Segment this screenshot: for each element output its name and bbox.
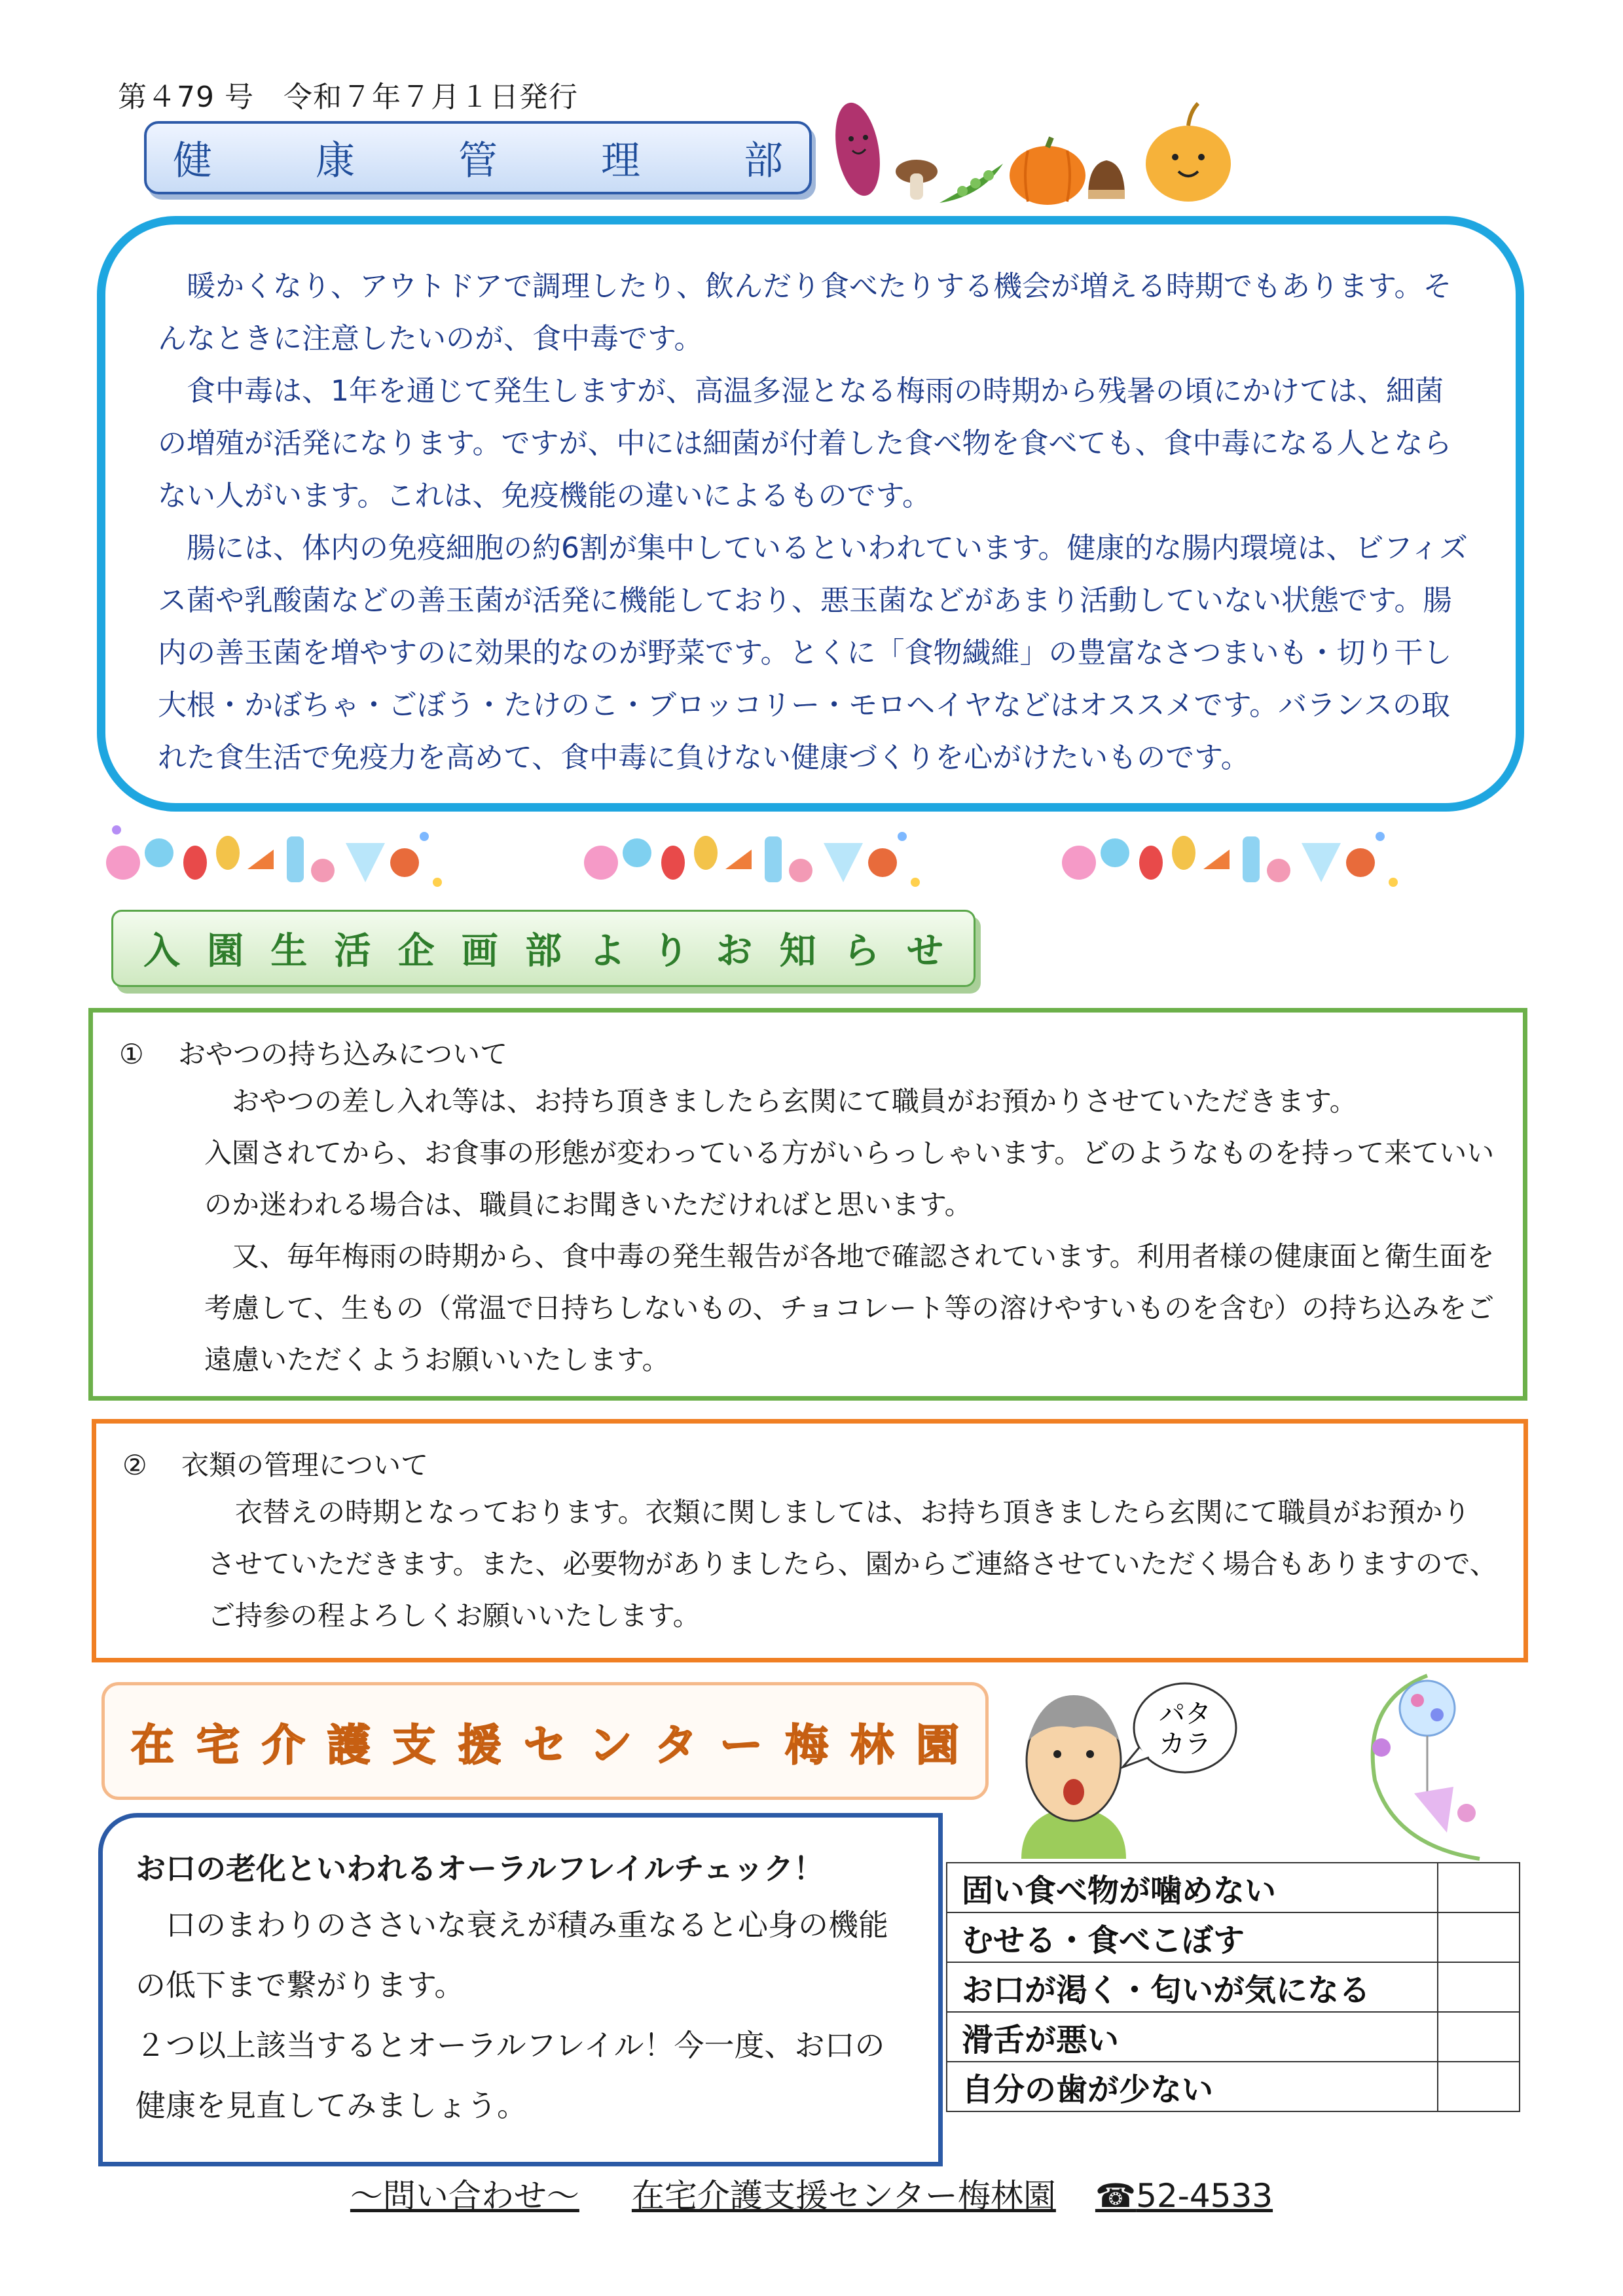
pumpkin-icon <box>1010 137 1085 205</box>
header-char: 知 <box>779 930 816 973</box>
header-char: 宅 <box>196 1719 240 1770</box>
header-char: 健 <box>173 138 212 184</box>
oral-frail-text: ２つ以上該当するとオーラルフレイル！今一度、お口の健康を見直してみましょう。 <box>136 2028 885 2123</box>
header-char: よ <box>589 930 626 973</box>
checkbox-cell[interactable] <box>1438 1912 1520 1962</box>
goldfish-icon <box>247 850 274 869</box>
header-char: 理 <box>601 138 640 184</box>
notice-line: 又、毎年梅雨の時期から、食中毒の発生報告が各地で確認されています。利用者様の健康面と衛生面を考慮して、生もの（常温で日持ちしないもの、チョコレート等の溶けやすいものを含む）の持ち込みをご遠慮いただくようお願いいたします。 <box>204 1240 1495 1376</box>
checkbox-cell[interactable] <box>1438 1962 1520 2012</box>
header-char: セ <box>523 1719 567 1770</box>
header-char: タ <box>654 1719 698 1770</box>
checklist-item: 自分の歯が少ない <box>947 2062 1438 2111</box>
yoyo-balloon-icon <box>145 838 173 867</box>
oral-frail-title: お口の老化といわれるオーラルフレイルチェック！ <box>136 1851 824 1886</box>
checklist-item: 固い食べ物が噛めない <box>947 1863 1438 1912</box>
article-paragraph: 暖かくなり、アウトドアで調理したり、飲んだり食べたりする機会が増える時期でもあります。そんなときに注意したいのが、食中毒です。 <box>158 270 1452 355</box>
header-char: ン <box>589 1719 632 1770</box>
phone-icon: ☎ <box>1095 2177 1137 2215</box>
header-char: 管 <box>458 138 498 184</box>
speech-text: カラ <box>1159 1729 1211 1759</box>
notice-line: 入園されてから、お食事の形態が変わっている方がいらっしゃいます。どのようなものを持って来ていいのか迷われる場合は、職員にお聞きいただければと思います。 <box>204 1137 1495 1221</box>
header-char: 画 <box>461 930 498 973</box>
header-char: せ <box>906 930 943 973</box>
chestnut-icon <box>1088 160 1125 199</box>
checklist-item: お口が渇く・匂いが気になる <box>947 1962 1438 2012</box>
header-char: 生 <box>270 930 308 973</box>
ramune-bottle-icon <box>287 836 304 882</box>
lantern-icon <box>183 846 207 880</box>
lantern-icon <box>216 836 240 870</box>
snacks-notice-box <box>88 1008 1527 1401</box>
chime-paper-icon <box>1414 1787 1453 1833</box>
chime-bell-icon <box>1400 1681 1455 1736</box>
header-char: 部 <box>744 138 783 184</box>
vegetables-illustration <box>831 98 1250 209</box>
section-number: ① <box>119 1038 144 1070</box>
wind-chime-illustration <box>1349 1662 1506 1872</box>
section-title <box>122 1444 1497 1486</box>
speech-text: パタ <box>1159 1699 1211 1729</box>
water-balloon-icon <box>311 859 335 882</box>
man-icon <box>1021 1695 1126 1859</box>
health-article-box <box>97 216 1524 812</box>
man-speaking-illustration <box>1002 1676 1244 1859</box>
article-paragraph: 食中毒は、1年を通じて発生しますが、高温多湿となる梅雨の時期から残暑の頃にかけては、細菌の増殖が活発になります。ですが、中には細菌が付着した食べ物を食べても、食中毒になる人とならない人がいます。これは、免疫機能の違いによるものです。 <box>158 374 1452 512</box>
onion-icon <box>1146 103 1231 202</box>
contact-line <box>0 2173 1623 2219</box>
planning-section-header <box>111 910 976 987</box>
header-char: ら <box>843 930 880 973</box>
article-paragraph: 腸には、体内の免疫細胞の約6割が集中しているといわれています。健康的な腸内環境は、ビフィズス菌や乳酸菌などの善玉菌が活発に機能しており、悪玉菌などがあまり活動していない状態です。腸内の善玉菌を増やすのに効果的なのが野菜です。とくに「食物繊維」の豊富なさつまいも・切り干し大根・かぼちゃ・ごぼう・たけのこ・ブロッコリー・モロヘイヤなどはオススメです。バランスの取れた食生活で免疫力を高めて、食中毒に負けない健康づくりを心がけたいものです。 <box>158 531 1468 774</box>
header-char: り <box>652 930 689 973</box>
contact-label: ～問い合わせ～ <box>350 2177 579 2215</box>
checklist-row <box>947 2062 1520 2111</box>
header-char: 支 <box>392 1719 436 1770</box>
candy-apple-icon <box>390 848 419 877</box>
header-char: 援 <box>458 1719 501 1770</box>
header-char: 園 <box>207 930 244 973</box>
header-char: 活 <box>334 930 371 973</box>
header-char: 康 <box>316 138 355 184</box>
speech-bubble-icon <box>1123 1683 1236 1772</box>
header-char: お <box>716 930 753 973</box>
notice-line: 衣替えの時期となっております。衣類に関しましては、お持ち頂きましたら玄関にて職員がお預かりさせていただきます。また、必要物がありましたら、園からご連絡させていただく場合もありますので、ご持参の程よろしくお願いいたします。 <box>208 1496 1497 1632</box>
clothing-notice-box <box>92 1419 1528 1662</box>
header-char: 梅 <box>785 1719 829 1770</box>
checkbox-cell[interactable] <box>1438 1863 1520 1912</box>
header-char: 入 <box>143 930 180 973</box>
section-title <box>119 1033 1497 1075</box>
section-title-text: おやつの持ち込みについて <box>178 1038 508 1070</box>
section-number: ② <box>122 1449 147 1481</box>
sweet-potato-icon <box>831 99 886 200</box>
mushroom-icon <box>896 160 938 200</box>
checklist-item: 滑舌が悪い <box>947 2012 1438 2062</box>
contact-phone[interactable]: 52-4533 <box>1136 2177 1273 2215</box>
shaved-ice-icon <box>346 843 385 882</box>
oral-frail-box <box>98 1813 943 2166</box>
notice-line: おやつの差し入れ等は、お持ち頂きましたら玄関にて職員がお預かりさせていただきます。 <box>232 1085 1357 1117</box>
health-section-header <box>144 121 812 194</box>
header-char: 企 <box>397 930 435 973</box>
checklist-row <box>947 2012 1520 2062</box>
contact-name: 在宅介護支援センター梅林園 <box>631 2177 1056 2215</box>
oral-frail-text: 口のまわりのささいな衰えが積み重なると心身の機能の低下まで繋がります。 <box>136 1907 888 2003</box>
center-section-header <box>101 1682 989 1800</box>
checklist-row <box>947 1962 1520 2012</box>
header-char: 在 <box>131 1719 174 1770</box>
header-char: 部 <box>524 930 562 973</box>
summer-festival-decoration <box>97 817 1537 902</box>
checkbox-cell[interactable] <box>1438 2062 1520 2111</box>
oral-frail-checklist <box>946 1862 1520 2112</box>
checkbox-cell[interactable] <box>1438 2012 1520 2062</box>
issue-line: 第４79 号 令和７年７月１日発行 <box>118 81 578 114</box>
header-char: 介 <box>261 1719 305 1770</box>
checklist-row <box>947 1912 1520 1962</box>
checklist-row <box>947 1863 1520 1912</box>
header-char: 林 <box>850 1719 894 1770</box>
header-char: 園 <box>915 1719 959 1770</box>
section-title-text: 衣類の管理について <box>181 1449 429 1481</box>
yoyo-balloon-icon <box>106 846 140 880</box>
checklist-item: むせる・食べこぼす <box>947 1912 1438 1962</box>
pea-pod-icon <box>939 164 1003 203</box>
header-char: 護 <box>327 1719 371 1770</box>
header-char: ー <box>720 1719 763 1770</box>
